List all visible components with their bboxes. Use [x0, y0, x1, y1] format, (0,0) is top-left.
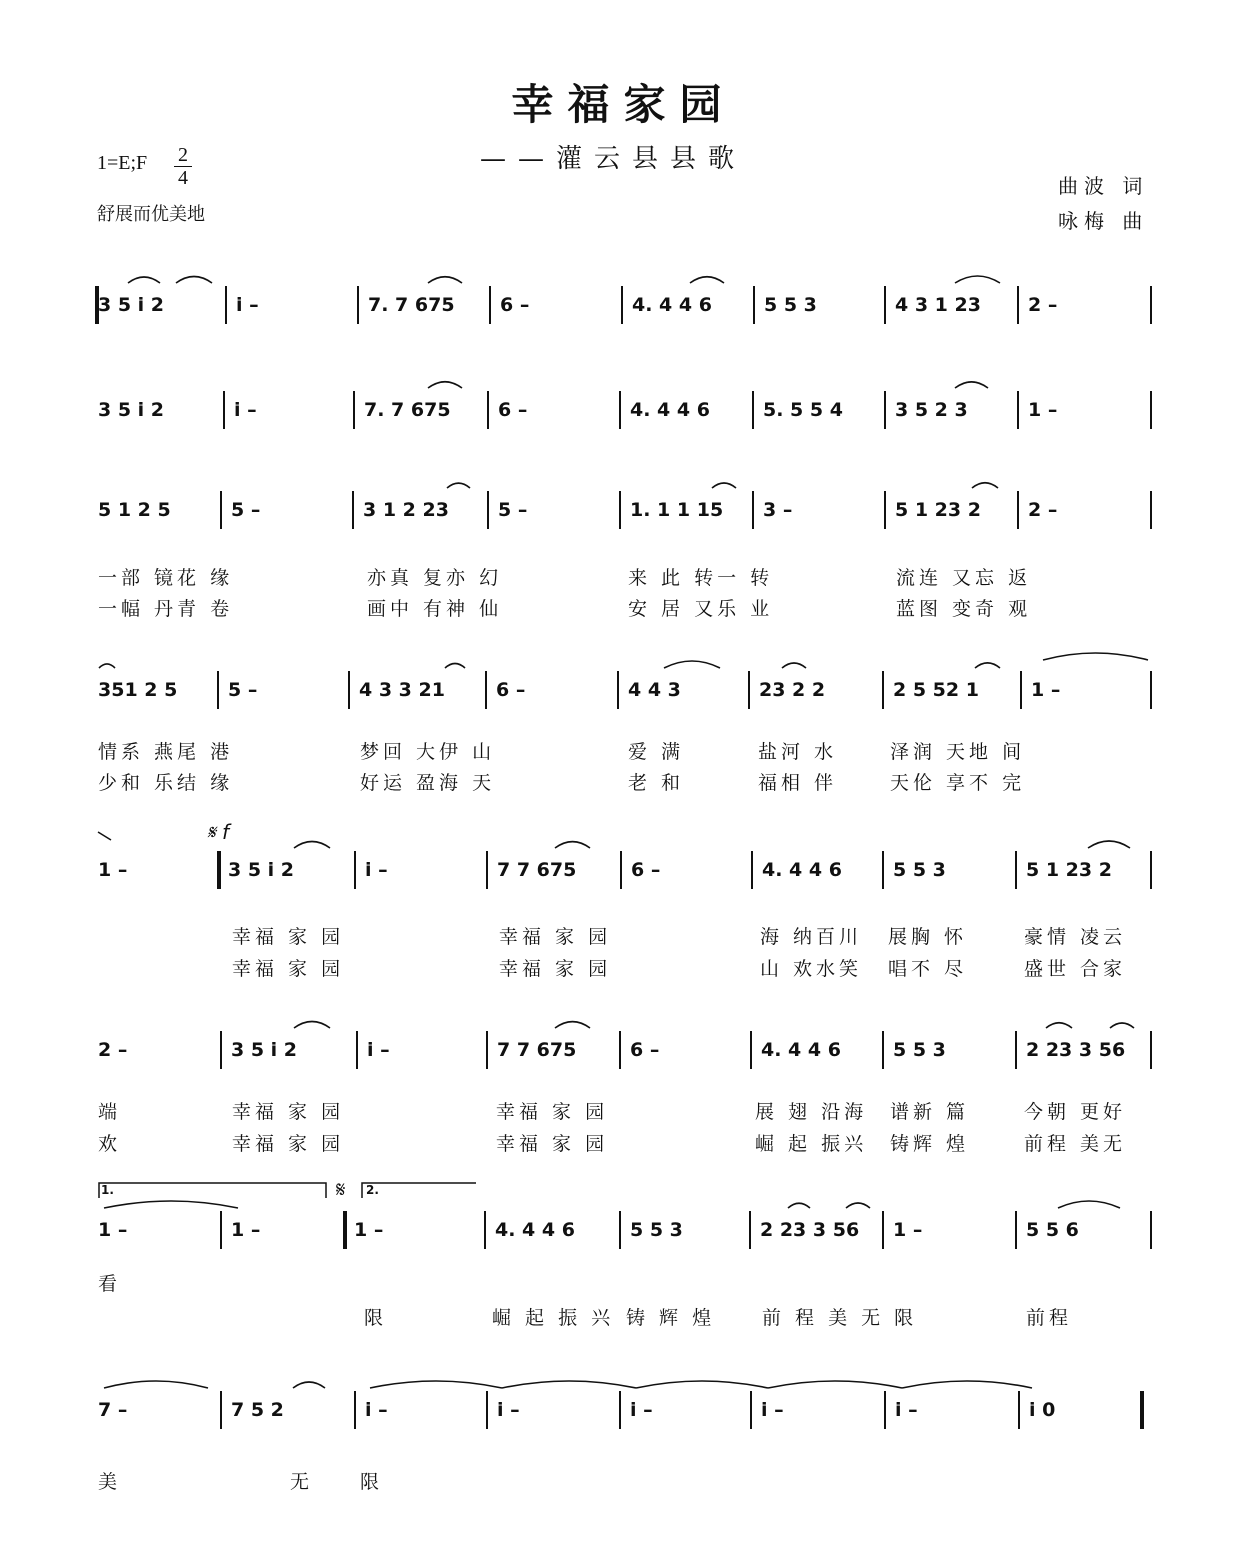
slur: [104, 1381, 208, 1388]
measure: 6 –: [630, 1039, 660, 1061]
measure: 7. 7 675: [368, 294, 455, 316]
lyric-verse-2: 蓝图 变奇 观: [896, 598, 1032, 620]
lyric-verse-2: 老 和: [628, 772, 685, 794]
measure: 3 5 i 2: [231, 1039, 298, 1061]
measure: 3 5 i 2: [98, 399, 165, 421]
measure: 2 –: [1028, 294, 1058, 316]
measure: 1 –: [98, 1219, 128, 1241]
slur: [846, 1203, 870, 1208]
lyric-verse-1: 情系 燕尾 港: [98, 741, 234, 763]
time-signature-bottom: 4: [178, 167, 188, 189]
measure: 4. 4 4 6: [762, 859, 842, 881]
slur: [902, 1381, 1032, 1388]
measure: 5 –: [231, 499, 261, 521]
measure: 2 5 52 1: [893, 679, 979, 701]
slur: [768, 1381, 902, 1388]
lyric-verse-1: 盐河 水: [758, 741, 838, 763]
lyric-verse-2: 前程 美无: [1024, 1133, 1127, 1155]
measure: 2 –: [1028, 499, 1058, 521]
measure: 4 4 3: [628, 679, 681, 701]
lyric-verse-2: 幸福 家 园: [499, 958, 612, 980]
slur: [788, 1203, 810, 1208]
lyricist-credit: 曲波 词: [1058, 174, 1149, 198]
measure: 5 5 3: [893, 1039, 946, 1061]
measure: 5 1 23 2: [1026, 859, 1112, 881]
segno-mark: 𝄋: [336, 1178, 346, 1203]
measure: 5 5 3: [893, 859, 946, 881]
measure: 3 5 i 2: [228, 859, 295, 881]
measure: 4. 4 4 6: [495, 1219, 575, 1241]
slur: [975, 663, 1000, 668]
slur: [1088, 841, 1130, 848]
slur: [428, 277, 462, 283]
measure: 1. 1 1 15: [630, 499, 724, 521]
slur: [294, 842, 330, 849]
measure: 6 –: [498, 399, 528, 421]
lyric-verse-1: 一部 镜花 缘: [98, 567, 234, 589]
lyric-verse-2: 唱不 尽: [888, 958, 968, 980]
lyric-verse-2: 一幅 丹青 卷: [98, 598, 234, 620]
measure: 7 7 675: [497, 1039, 577, 1061]
measure: 1 –: [1031, 679, 1061, 701]
measure: 1 –: [1028, 399, 1058, 421]
measure: i –: [365, 1399, 388, 1421]
measure: 6 –: [500, 294, 530, 316]
volta-2-label: 2.: [366, 1183, 379, 1197]
lyric-verse-1: 幸福 家 园: [496, 1101, 609, 1123]
measure: 5 5 3: [630, 1219, 683, 1241]
lyric-verse-1: 亦真 复亦 幻: [367, 567, 503, 589]
lyric-verse-2: 好运 盈海 天: [360, 772, 496, 794]
measure: 5 –: [228, 679, 258, 701]
lyric-verse-2: 崛 起 振兴: [755, 1133, 868, 1155]
lyric-verse-1: 来 此 转一 转: [628, 567, 774, 589]
tempo-marking: 舒展而优美地: [97, 204, 205, 225]
measure: 7 5 2: [231, 1399, 284, 1421]
lyric-verse-2: 画中 有神 仙: [367, 598, 503, 620]
slur: [502, 1381, 636, 1388]
measure: 5 5 3: [764, 294, 817, 316]
measure: i 0: [1029, 1399, 1056, 1421]
lyric-verse-1: 泽润 天地 间: [890, 741, 1026, 763]
measure: 4. 4 4 6: [761, 1039, 841, 1061]
slur: [128, 277, 160, 283]
measure: 4 3 3 21: [359, 679, 445, 701]
slur: [972, 483, 998, 488]
measure: 5 –: [498, 499, 528, 521]
lyric-verse-2: 天伦 享不 完: [890, 772, 1026, 794]
slur: [370, 1381, 502, 1388]
slur: [636, 1381, 768, 1388]
measure: 23 2 2: [759, 679, 826, 701]
lyric-verse-2: 少和 乐结 缘: [98, 772, 234, 794]
measure: 1 –: [98, 859, 128, 881]
measure: 3 –: [763, 499, 793, 521]
measure: i –: [367, 1039, 390, 1061]
measure: 351 2 5: [98, 679, 178, 701]
segno-forte-mark: 𝄋 f: [207, 820, 229, 844]
measure: 1 –: [893, 1219, 923, 1241]
lyric-verse-1: 幸福 家 园: [499, 926, 612, 948]
measure: 7. 7 675: [364, 399, 451, 421]
slur: [1043, 653, 1148, 660]
lyric-verse-1: 梦回 大伊 山: [360, 741, 496, 763]
key-signature: 1=E;F: [97, 152, 148, 174]
measure: 4. 4 4 6: [632, 294, 712, 316]
measure: i –: [234, 399, 257, 421]
slur: [782, 663, 806, 668]
lyric-verse-1: 幸福 家 园: [232, 926, 345, 948]
lyric-verse-1: 限: [360, 1471, 384, 1493]
slur: [447, 483, 470, 488]
slur: [99, 664, 115, 668]
slur: [1110, 1023, 1134, 1028]
measure: 6 –: [631, 859, 661, 881]
lyric-verse-1: 美: [98, 1471, 122, 1493]
measure: 2 –: [98, 1039, 128, 1061]
measure: 5 5 6: [1026, 1219, 1079, 1241]
slur: [445, 664, 465, 669]
lyric-verse-2: 幸福 家 园: [496, 1133, 609, 1155]
time-signature-top: 2: [178, 144, 188, 166]
slur: [664, 661, 720, 668]
lyric-verse-1: 无: [290, 1471, 314, 1493]
lyric-verse-2: 前 程 美 无 限: [762, 1307, 918, 1329]
lyric-verse-2: 铸辉 煌: [890, 1133, 970, 1155]
measure: 7 –: [98, 1399, 128, 1421]
measure: 2 23 3 56: [760, 1219, 860, 1241]
lyric-verse-1: 流连 又忘 返: [896, 567, 1032, 589]
slur: [712, 483, 736, 488]
lyric-verse-1: 豪情 凌云: [1024, 926, 1127, 948]
measure: i –: [761, 1399, 784, 1421]
lyric-verse-1: 爱 满: [628, 741, 685, 763]
slur: [293, 1382, 325, 1388]
lyric-verse-2: 幸福 家 园: [232, 1133, 345, 1155]
measure: 5 1 2 5: [98, 499, 171, 521]
lyric-verse-2: 幸福 家 园: [232, 958, 345, 980]
measure: i –: [236, 294, 259, 316]
lyric-verse-2: 欢: [98, 1133, 122, 1155]
measure: 3 5 2 3: [895, 399, 968, 421]
slur: [1058, 1201, 1120, 1208]
lyric-verse-2: 山 欢水笑: [760, 958, 863, 980]
slur: [555, 842, 590, 848]
measure: 5 1 23 2: [895, 499, 981, 521]
lyric-verse-1: 展 翅 沿海: [755, 1101, 868, 1123]
lyric-verse-1: 谱新 篇: [890, 1101, 970, 1123]
volta-1-label: 1.: [101, 1183, 114, 1197]
measure: i –: [497, 1399, 520, 1421]
measure: 4. 4 4 6: [630, 399, 710, 421]
lyric-verse-2: 前程: [1026, 1307, 1073, 1329]
measure: i –: [630, 1399, 653, 1421]
measure: 5. 5 5 4: [763, 399, 843, 421]
slur: [1046, 1023, 1072, 1028]
measure: i –: [895, 1399, 918, 1421]
measure: 1 –: [354, 1219, 384, 1241]
measure: i –: [365, 859, 388, 881]
slur: [955, 276, 1000, 283]
slur: [176, 277, 212, 284]
song-subtitle: ——灌云县县歌: [480, 144, 747, 174]
lyric-verse-2: 福相 伴: [758, 772, 838, 794]
lyric-verse-2: 铸 辉 煌: [626, 1307, 716, 1329]
lyric-verse-1: 展胸 怀: [888, 926, 968, 948]
lyric-verse-1: 看: [98, 1273, 122, 1295]
measure: 2 23 3 56: [1026, 1039, 1126, 1061]
lyric-verse-2: 崛 起 振 兴: [492, 1307, 615, 1329]
lyric-verse-2: 安 居 又乐 业: [628, 598, 774, 620]
measure: 6 –: [496, 679, 526, 701]
lyric-verse-2: 限: [364, 1307, 388, 1329]
measure: 3 5 i 2: [98, 294, 165, 316]
lyric-verse-1: 端: [98, 1101, 122, 1123]
measure: 1 –: [231, 1219, 261, 1241]
lyric-verse-1: 幸福 家 园: [232, 1101, 345, 1123]
lyric-verse-1: 今朝 更好: [1024, 1101, 1127, 1123]
slur: [690, 277, 724, 283]
lyric-verse-2: 盛世 合家: [1024, 958, 1127, 980]
slur: [555, 1022, 590, 1028]
slur: [104, 1201, 238, 1208]
lyric-verse-1: 海 纳百川: [760, 926, 863, 948]
measure: 4 3 1 23: [895, 294, 981, 316]
composer-credit: 咏梅 曲: [1058, 209, 1149, 233]
measure: 3 1 2 23: [363, 499, 449, 521]
song-title: 幸福家园: [511, 80, 736, 129]
measure: 7 7 675: [497, 859, 577, 881]
slur: [955, 382, 988, 388]
slur: [428, 382, 462, 388]
slur: [294, 1022, 330, 1029]
